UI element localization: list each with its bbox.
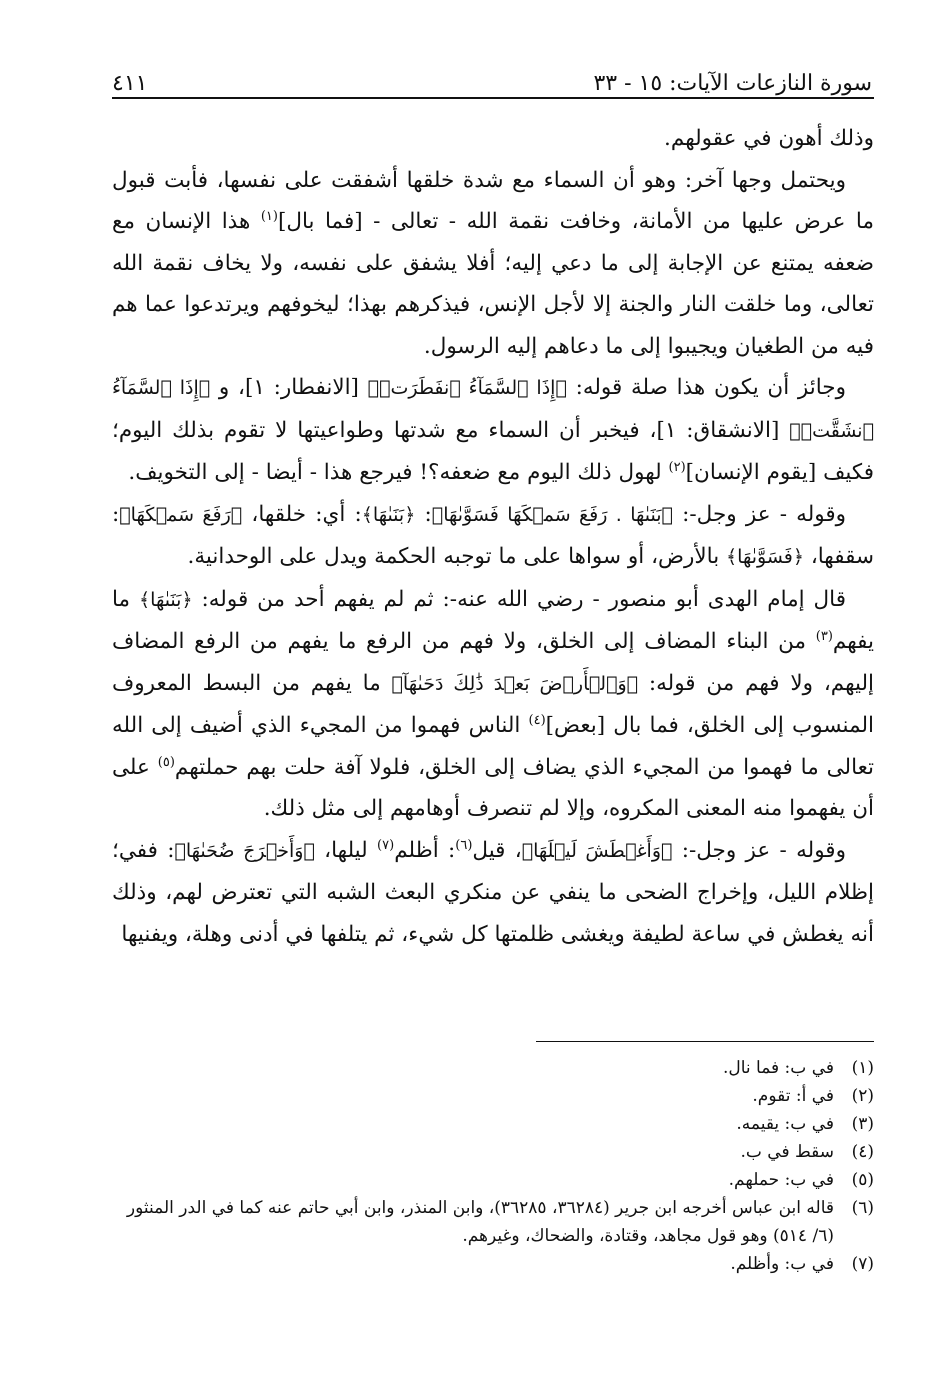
text-run: ليلها، bbox=[314, 837, 378, 863]
footnote-number: (٢) bbox=[851, 1086, 874, 1106]
quran-verse: ﴿بَنَىٰهَا . رَفَعَ سَمۡكَهَا فَسَوَّىٰهَا﴾ bbox=[431, 503, 673, 526]
footnote bbox=[112, 1166, 874, 1194]
header-title: سورة النازعات الآيات: ١٥ - ٣٣ bbox=[593, 71, 872, 96]
quran-verse: ﴿وَٱلۡأَرۡضَ بَعۡدَ ذَٰلِكَ دَحَىٰهَآ﴾ bbox=[391, 672, 639, 695]
quran-verse: ﴿بَنَىٰهَا﴾ bbox=[361, 503, 416, 526]
footnote-number: (١) bbox=[851, 1058, 874, 1078]
footnote-ref: (٥) bbox=[157, 754, 175, 770]
footnote bbox=[112, 1138, 874, 1166]
text-run: من البناء المضاف إلى الخلق، ولا فهم من الرفع ما يفهم من الرفع المضاف إليهم، ولا فهم من قوله: bbox=[112, 629, 874, 696]
text-run: وجائز أن يكون هذا صلة قوله: bbox=[566, 375, 846, 400]
paragraph bbox=[112, 160, 874, 368]
footnote-text: في أ: تقوم. bbox=[752, 1086, 834, 1106]
text-run: لهول ذلك اليوم مع ضعفه؟! فيرجع هذا - أيضا - إلى التخويف. bbox=[128, 460, 669, 485]
quran-verse: ﴿فَسَوَّىٰهَا﴾ bbox=[726, 546, 804, 568]
footnote-text: في ب: يقيمه. bbox=[736, 1114, 834, 1134]
quran-verse: ﴿وَأَغۡطَشَ لَيۡلَهَا﴾ bbox=[521, 839, 673, 862]
footnote-text: في ب: وأظلم. bbox=[730, 1254, 834, 1274]
quran-verse: ﴿إِذَا ٱلسَّمَآءُ ٱنفَطَرَتۡ﴾ bbox=[367, 377, 567, 399]
text-run: قال إمام الهدى أبو منصور - رضي الله عنه-: ثم لم يفهم أحد من قوله: bbox=[192, 586, 846, 612]
text-run: ما يفهم bbox=[112, 586, 874, 654]
paragraph bbox=[112, 830, 874, 956]
paragraph bbox=[112, 579, 874, 830]
quran-verse: ﴿بَنَىٰهَا﴾ bbox=[139, 588, 193, 611]
text-run: على أن يفهموا منه المعنى المكروه، وإلا لم تنصرف أوهامهم إلى مثل ذلك. bbox=[112, 754, 874, 821]
text-run: ، قيل bbox=[472, 837, 522, 863]
footnote-number: (٦) bbox=[851, 1198, 874, 1218]
footnote-number: (٤) bbox=[851, 1142, 874, 1162]
text-run: : أي: خلقها، bbox=[242, 501, 362, 527]
footnote-ref: (٧) bbox=[377, 837, 395, 853]
text-run: [الانشقاق: ١]، فيخبر أن السماء مع شدتها وطواعيتها لا تقوم بذلك اليوم؛ فكيف [يقوم الإنسان] bbox=[112, 417, 874, 485]
text-run: بالأرض، أو سواها على ما توجبه الحكمة ويدل على الوحدانية. bbox=[187, 544, 727, 569]
footnotes bbox=[112, 1054, 874, 1278]
text-run: ما يفهم من البسط المعروف المنسوب إلى الخلق، فما بال [بعض] bbox=[112, 670, 874, 738]
footnote bbox=[112, 1250, 874, 1278]
text-run: ويحتمل وجها آخر: وهو أن السماء مع شدة خلقها أشفقت على نفسها، فأبت قبول ما عرض عليها من الأمانة، وخافت نقمة الله - تعالى - [فما بال] bbox=[112, 167, 874, 234]
text-run: : bbox=[415, 501, 432, 527]
paragraph bbox=[112, 118, 874, 160]
footnote-ref: (٢) bbox=[668, 459, 686, 475]
footnote-separator bbox=[536, 1041, 874, 1042]
text-run: وذلك أهون في عقولهم. bbox=[664, 126, 874, 151]
footnote-ref: (١) bbox=[260, 208, 278, 224]
text-run: وقوله - عز وجل-: bbox=[672, 837, 846, 863]
footnote-text: في ب: فما نال. bbox=[722, 1058, 834, 1078]
footnote-number: (٥) bbox=[851, 1170, 874, 1190]
footnote-ref: (٤) bbox=[528, 712, 546, 728]
paragraph bbox=[112, 367, 874, 494]
footnote bbox=[112, 1194, 874, 1250]
text-run: : ففي؛ إظلام الليل، وإخراج الضحى ما ينفي عن منكري البعث الشبه التي تعترض لهم، وذلك أنه يغطش في ساعة لطيفة ويغشى ظلمتها كل شيء، ثم يتلفها في أدنى وهلة، ويفنيها bbox=[112, 837, 874, 947]
body-text bbox=[112, 118, 874, 955]
footnote bbox=[112, 1054, 874, 1082]
footnote bbox=[112, 1110, 874, 1138]
text-run: : أظلم bbox=[394, 837, 456, 863]
page-number: ٤١١ bbox=[112, 71, 148, 96]
footnote-ref: (٣) bbox=[815, 628, 833, 644]
footnote-text: سقط في ب. bbox=[740, 1142, 834, 1162]
text-run: الناس فهموا من المجيء الذي أضيف إلى الله تعالى ما فهموا من المجيء الذي يضاف إلى الخلق، فلولا آفة حلت بهم حملتهم bbox=[112, 713, 874, 780]
paragraph bbox=[112, 494, 874, 579]
footnote-text: قاله ابن عباس أخرجه ابن جرير (٣٦٢٨٤، ٣٦٢٨٥)، وابن المنذر، وابن أبي حاتم عنه كما في الدر المنثور (٦/ ٥١٤) وهو قول مجاهد، وقتادة، والضحاك، وغيرهم. bbox=[126, 1198, 834, 1246]
quran-verse: ﴿إِذَا ٱلسَّمَآءُ ٱنشَقَّتۡ﴾ bbox=[112, 377, 874, 442]
quran-verse: ﴿وَأَخۡرَجَ ضُحَىٰهَا﴾ bbox=[174, 839, 315, 862]
footnote-ref: (٦) bbox=[455, 837, 473, 853]
running-header bbox=[112, 56, 872, 96]
footnote bbox=[112, 1082, 874, 1110]
footnote-text: في ب: حملهم. bbox=[728, 1170, 834, 1190]
text-run: هذا الإنسان مع ضعفه يمتنع عن الإجابة إلى ما دعي إليه؛ أفلا يشفق على نفسه، ولا يخاف نقمة الله تعالى، وما خلقت النار والجنة إلا لأجل الإنس، فيذكرهم بهذا؛ ليخوفهم ويرتدعوا عما هم فيه من الطغيان ويجيبوا إلى ما دعاهم إليه الرسول. bbox=[112, 209, 874, 359]
text-run: وقوله - عز وجل-: bbox=[672, 501, 847, 527]
text-run: [الانفطار: ١]، و bbox=[210, 375, 368, 400]
header-rule bbox=[112, 97, 874, 99]
footnote-number: (٣) bbox=[851, 1114, 874, 1134]
text-run: : سقفها، bbox=[112, 501, 874, 569]
quran-verse: ﴿رَفَعَ سَمۡكَهَا﴾ bbox=[119, 503, 243, 526]
footnote-number: (٧) bbox=[851, 1254, 874, 1274]
